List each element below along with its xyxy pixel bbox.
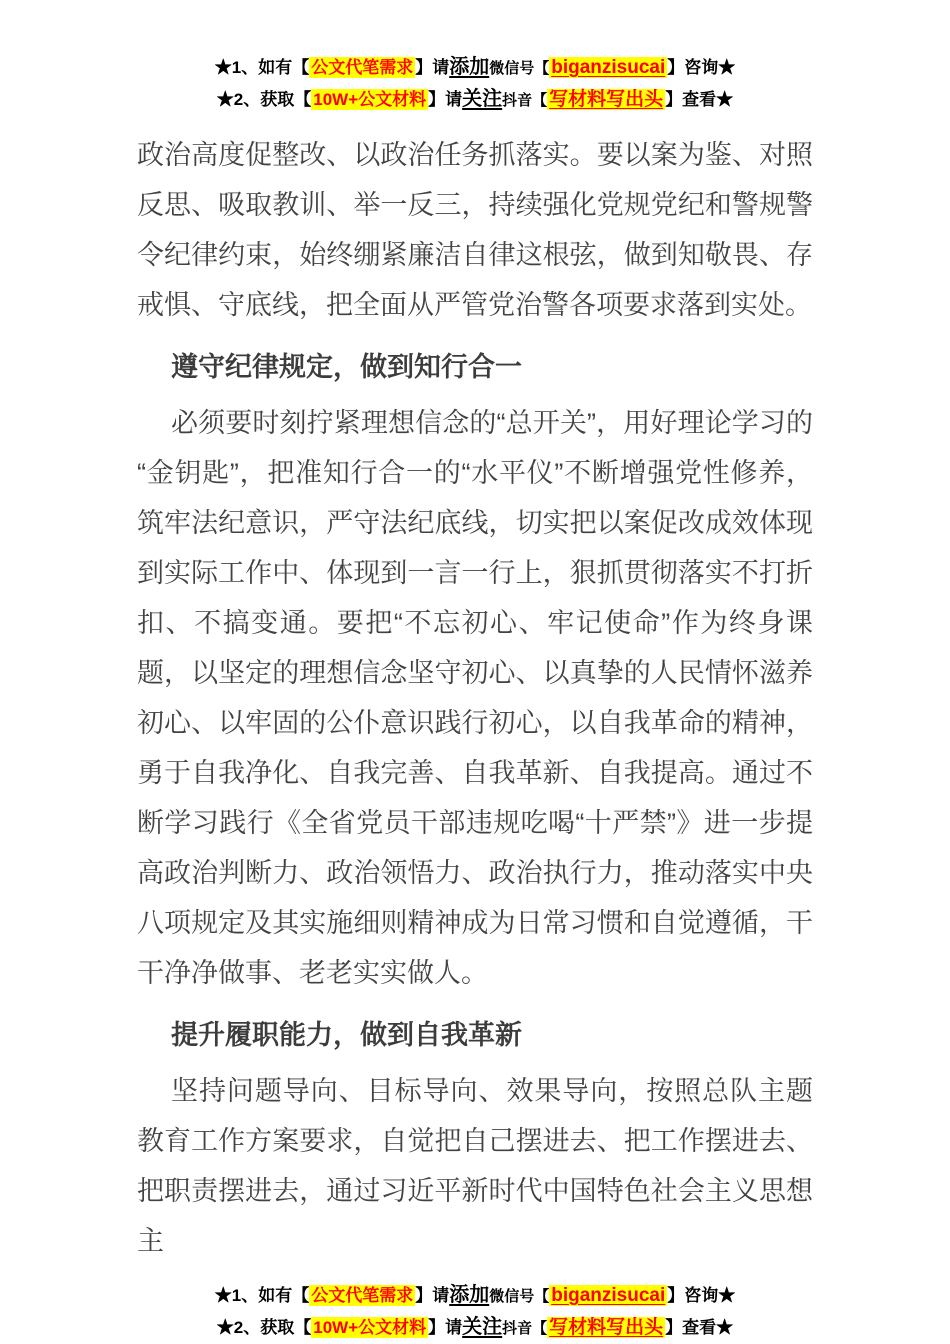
notice-suffix: 】查看★ xyxy=(665,90,734,109)
article-paragraph-continuation: 政治高度促整改、以政治任务抓落实。要以案为鉴、对照反思、吸取教训、举一反三，持续强化党规党纪和警规警令纪律约束，始终绷紧廉洁自律这根弦，做到知敬畏、存戒惧、守底线，把全面从严管党治警各项要求落到实处。 xyxy=(137,140,813,320)
notice-text: 】请 xyxy=(415,1286,450,1305)
notice-banner-bottom xyxy=(0,1280,950,1344)
douyin-account: 写材料写出头 xyxy=(549,89,664,110)
channel-label: 微信号【 xyxy=(489,60,550,77)
wechat-account: biganzisucai xyxy=(551,1285,666,1306)
emphasized-word: 添加 xyxy=(449,1284,490,1306)
notice-line-2 xyxy=(0,1312,950,1344)
notice-prefix: ★2、获取【 xyxy=(216,1318,312,1337)
section-heading-discipline: 遵守纪律规定，做到知行合一 xyxy=(171,352,522,382)
notice-line-1 xyxy=(0,52,950,84)
notice-text: 】请 xyxy=(428,1318,463,1337)
channel-label: 抖音【 xyxy=(502,92,548,109)
emphasized-word: 关注 xyxy=(462,1316,503,1338)
article-paragraph-3: 坚持问题导向、目标导向、效果导向，按照总队主题教育工作方案要求，自觉把自己摆进去、把工作摆进去、把职责摆进去，通过习近平新时代中国特色社会主义思想主 xyxy=(137,1076,813,1256)
notice-suffix: 】查看★ xyxy=(665,1318,734,1337)
wechat-account: biganzisucai xyxy=(551,57,666,78)
douyin-account: 写材料写出头 xyxy=(549,1317,664,1338)
highlight-phrase: 公文代笔需求 xyxy=(311,58,414,77)
notice-prefix: ★1、如有【 xyxy=(214,58,310,77)
notice-suffix: 】咨询★ xyxy=(667,1286,736,1305)
notice-suffix: 】咨询★ xyxy=(667,58,736,77)
channel-label: 微信号【 xyxy=(489,1288,550,1305)
emphasized-word: 关注 xyxy=(462,88,503,110)
notice-banner-top xyxy=(0,52,950,116)
article-content xyxy=(137,130,813,1266)
highlight-phrase: 10W+公文材料 xyxy=(313,1318,427,1337)
emphasized-word: 添加 xyxy=(449,56,490,78)
article-paragraph-2: 必须要时刻拧紧理想信念的“总开关”，用好理论学习的“金钥匙”，把准知行合一的“水平仪”不断增强党性修养，筑牢法纪意识，严守法纪底线，切实把以案促改成效体现到实际工作中、体现到一言一行上，狠抓贯彻落实不打折扣、不搞变通。要把“不忘初心、牢记使命”作为终身课题，以坚定的理想信念坚守初心、以真挚的人民情怀滋养初心、以牢固的公仆意识践行初心，以自我革命的精神，勇于自我净化、自我完善、自我革新、自我提高。通过不断学习践行《全省党员干部违规吃喝“十严禁”》进一步提高政治判断力、政治领悟力、政治执行力，推动落实中央八项规定及其实施细则精神成为日常习惯和自觉遵循，干干净净做事、老老实实做人。 xyxy=(137,408,813,988)
notice-prefix: ★2、获取【 xyxy=(216,90,312,109)
channel-label: 抖音【 xyxy=(502,1320,548,1337)
notice-line-2 xyxy=(0,84,950,116)
section-heading-capability: 提升履职能力，做到自我革新 xyxy=(171,1020,522,1050)
notice-text: 】请 xyxy=(415,58,450,77)
notice-line-1 xyxy=(0,1280,950,1312)
notice-prefix: ★1、如有【 xyxy=(214,1286,310,1305)
notice-text: 】请 xyxy=(428,90,463,109)
highlight-phrase: 10W+公文材料 xyxy=(313,90,427,109)
highlight-phrase: 公文代笔需求 xyxy=(311,1286,414,1305)
